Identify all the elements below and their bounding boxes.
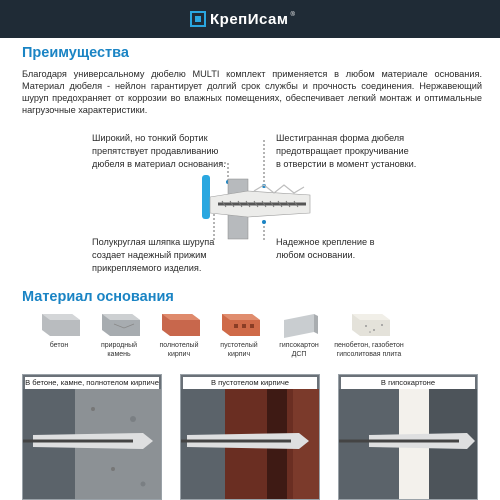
material-hollow-brick: пустотелый кирпич bbox=[204, 310, 274, 359]
material-aerated-concrete: пенобетон, газобетон гипсолитовая плита bbox=[324, 310, 414, 359]
hollow-brick-install-illustration bbox=[181, 389, 320, 500]
material-solid-brick: полнотелый кирпич bbox=[144, 310, 214, 359]
materials-title: Материал основания bbox=[22, 289, 174, 305]
plasterboard-install-illustration bbox=[339, 389, 478, 500]
registered-mark: ® bbox=[290, 12, 295, 18]
concrete-install-illustration bbox=[23, 389, 162, 500]
photo-hollow-brick bbox=[180, 374, 320, 500]
photo-caption: В бетоне, камне, полнотелом кирпиче bbox=[25, 378, 159, 387]
callout-reliable-fixing: Надежное крепление в любом основании. bbox=[276, 237, 375, 260]
photo-caption: В гипсокартоне bbox=[341, 377, 475, 389]
photo-plasterboard bbox=[338, 374, 478, 500]
materials-list bbox=[24, 310, 484, 370]
material-plasterboard: гипсокартон ДСП bbox=[264, 310, 334, 359]
photo-caption: В пустотелом кирпиче bbox=[183, 377, 317, 389]
aerated-concrete-icon bbox=[324, 310, 414, 338]
brand-name: КрепИсам bbox=[210, 10, 289, 28]
material-natural-stone: природный камень bbox=[84, 310, 154, 359]
photo-concrete bbox=[22, 374, 162, 500]
advantages-text: Благодаря универсальному дюбелю MULTI комплект применяется в любом материале основания. Материал дюбеля - нейлон гарантирует долгий срок службы и прочность соединения. Нержавеющий шуруп предохраняет от коррозии во влажных помещениях, обеспечивает легкий монтаж и оптимальные нагрузочные характеристики. bbox=[22, 69, 482, 115]
dowel-rim bbox=[202, 175, 210, 219]
callout-rim: Широкий, но тонкий бортик препятствует продавливанию дюбеля в материал основания. bbox=[92, 133, 226, 169]
advantages-title: Преимущества bbox=[22, 45, 129, 61]
material-concrete: бетон bbox=[24, 310, 94, 350]
dowel-diagram bbox=[198, 165, 318, 243]
callout-hex-shape: Шестигранная форма дюбеля предотвращает прокручивание в отверстии в момент установки. bbox=[276, 133, 417, 169]
callout-screw-head: Полукруглая шляпка шурупа создает надежный прижим прикрепляемого изделия. bbox=[92, 237, 215, 273]
